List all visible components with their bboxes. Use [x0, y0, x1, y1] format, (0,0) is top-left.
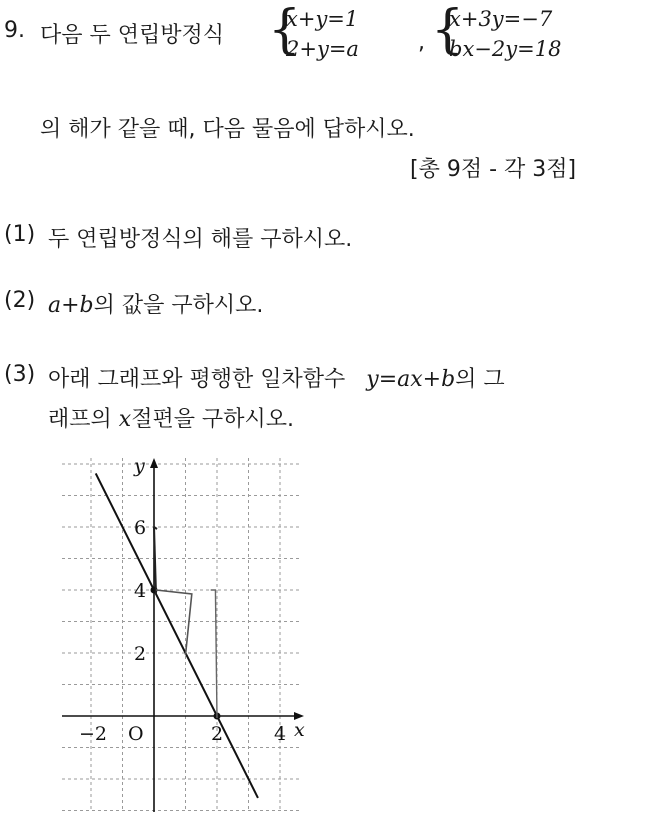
subquestion-3-text-before: 아래 그래프와 평행한 일차함수: [48, 367, 346, 392]
problem-number: 9.: [4, 18, 25, 43]
system2-eq1: x+3y=−7: [449, 7, 553, 31]
subquestion-1-text: 두 연립방정식의 해를 구하시오.: [48, 227, 353, 252]
subquestion-3-label: (3): [4, 362, 36, 387]
points-label: [총 9점 - 각 3점]: [410, 157, 577, 182]
subquestion-3-line2-before: 래프의: [48, 407, 112, 432]
subquestion-3-text-after: 의 그: [455, 367, 505, 392]
subquestion-2-text: 의 값을 구하시오.: [93, 293, 264, 318]
graph-grid: [62, 458, 300, 812]
system1-eq2: 2+y=a: [286, 37, 359, 61]
y-axis-arrow: [150, 458, 158, 468]
x-tick-label: 4: [274, 723, 287, 745]
y-tick-label: 4: [134, 580, 147, 602]
y-tick-label: 6: [134, 517, 147, 539]
origin-label: O: [128, 723, 144, 745]
system2-eq2: bx−2y=18: [449, 37, 562, 61]
axis-label-y: y: [134, 455, 145, 477]
graph-plot: [96, 473, 258, 797]
axis-label-x: x: [294, 719, 305, 741]
x-tick-label: −2: [79, 723, 108, 745]
subquestion-2-label: (2): [4, 288, 36, 313]
annotation-mark: [156, 590, 192, 655]
graph-labels: [79, 455, 305, 745]
graph-axes: [62, 458, 304, 812]
system1-brace: {: [268, 0, 302, 60]
subquestion-3-math: y=ax+b: [366, 367, 456, 392]
system1-eq1: x+y=1: [286, 7, 359, 31]
system2-brace: {: [431, 0, 465, 60]
annotation-mark: [211, 590, 217, 718]
problem-intro: 다음 두 연립방정식: [40, 23, 225, 48]
subquestion-1-label: (1): [4, 222, 36, 247]
subquestion-3-line2-after: 절편을 구하시오.: [131, 407, 294, 432]
system-separator: ,: [418, 30, 425, 55]
x-tick-label: 2: [211, 723, 224, 745]
function-line: [96, 473, 258, 797]
subquestion-2-math: a+b: [48, 293, 94, 318]
subquestion-3-line2-math: x: [118, 407, 132, 432]
problem-line2: 의 해가 같을 때, 다음 물음에 답하시오.: [40, 117, 415, 142]
y-tick-label: 2: [134, 643, 147, 665]
